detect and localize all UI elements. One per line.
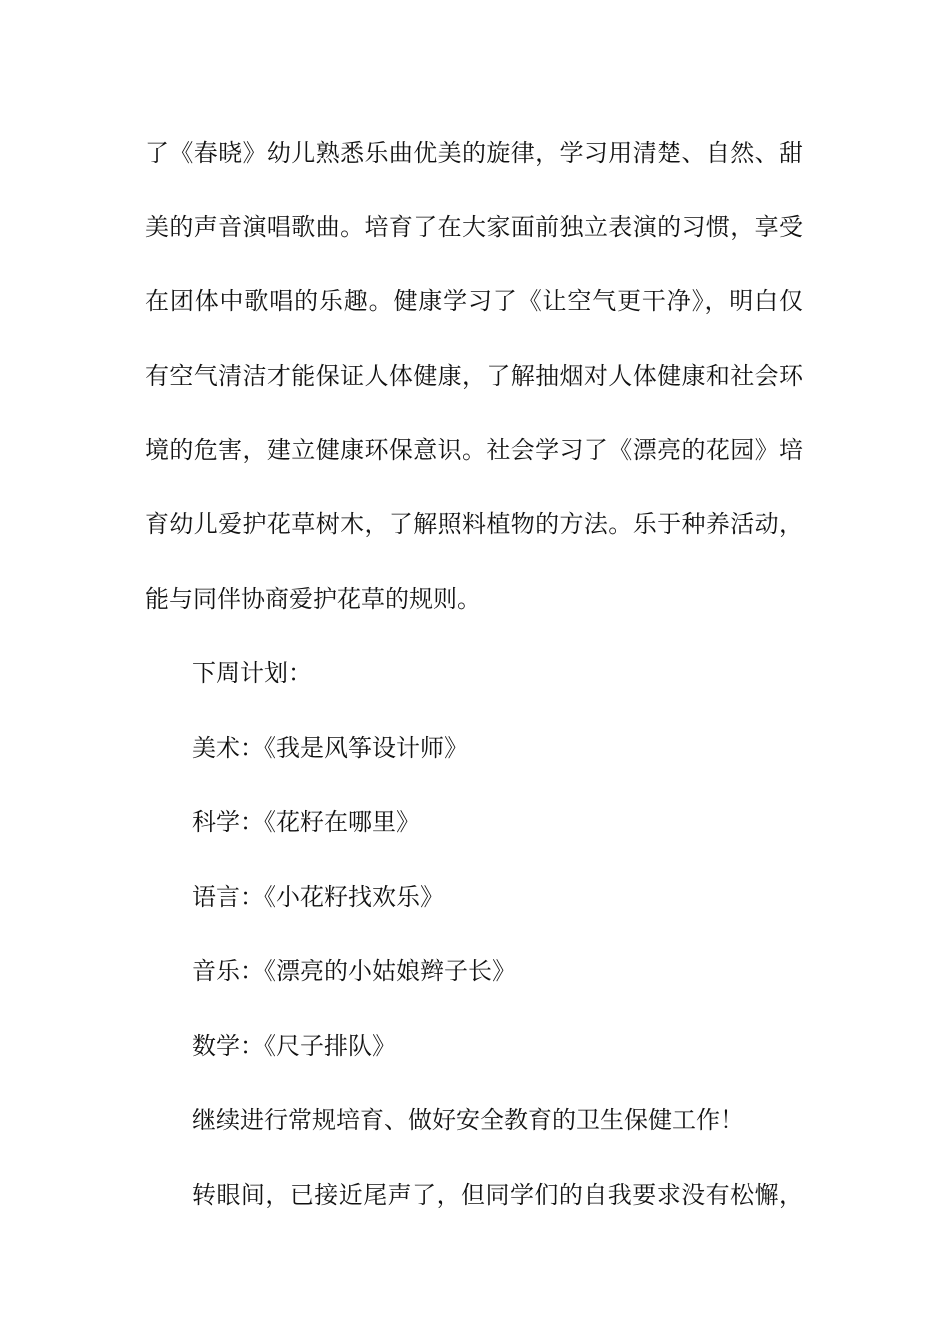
closing-line: 继续进行常规培育、做好安全教育的卫生保健工作！ [192,1106,744,1134]
next-week-heading: 下周计划： [192,659,312,687]
paragraph-line-last: 能与同伴协商爱护花草的规则。 [145,585,481,613]
plan-item-language: 语言：《小花籽找欢乐》 [192,883,444,911]
plan-item-math: 数学：《尺子排队》 [192,1032,396,1060]
plan-item-science: 科学：《花籽在哪里》 [192,808,420,836]
paragraph-line: 美的声音演唱歌曲。培育了在大家面前独立表演的习惯，享受 [145,213,803,241]
paragraph-line: 育幼儿爱护花草树木，了解照料植物的方法。乐于种养活动， [145,510,803,538]
plan-item-art: 美术：《我是风筝设计师》 [192,734,468,762]
plan-item-music: 音乐：《漂亮的小姑娘辫子长》 [192,957,516,985]
next-paragraph-start: 转眼间，已接近尾声了，但同学们的自我要求没有松懈， [192,1181,803,1209]
paragraph-line: 有空气清洁才能保证人体健康，了解抽烟对人体健康和社会环 [145,362,803,390]
paragraph-line: 境的危害，建立健康环保意识。社会学习了《漂亮的花园》培 [145,436,803,464]
paragraph-line: 了《春晓》幼儿熟悉乐曲优美的旋律，学习用清楚、自然、甜 [145,139,803,167]
paragraph-line: 在团体中歌唱的乐趣。健康学习了《让空气更干净》，明白仅 [145,287,803,315]
